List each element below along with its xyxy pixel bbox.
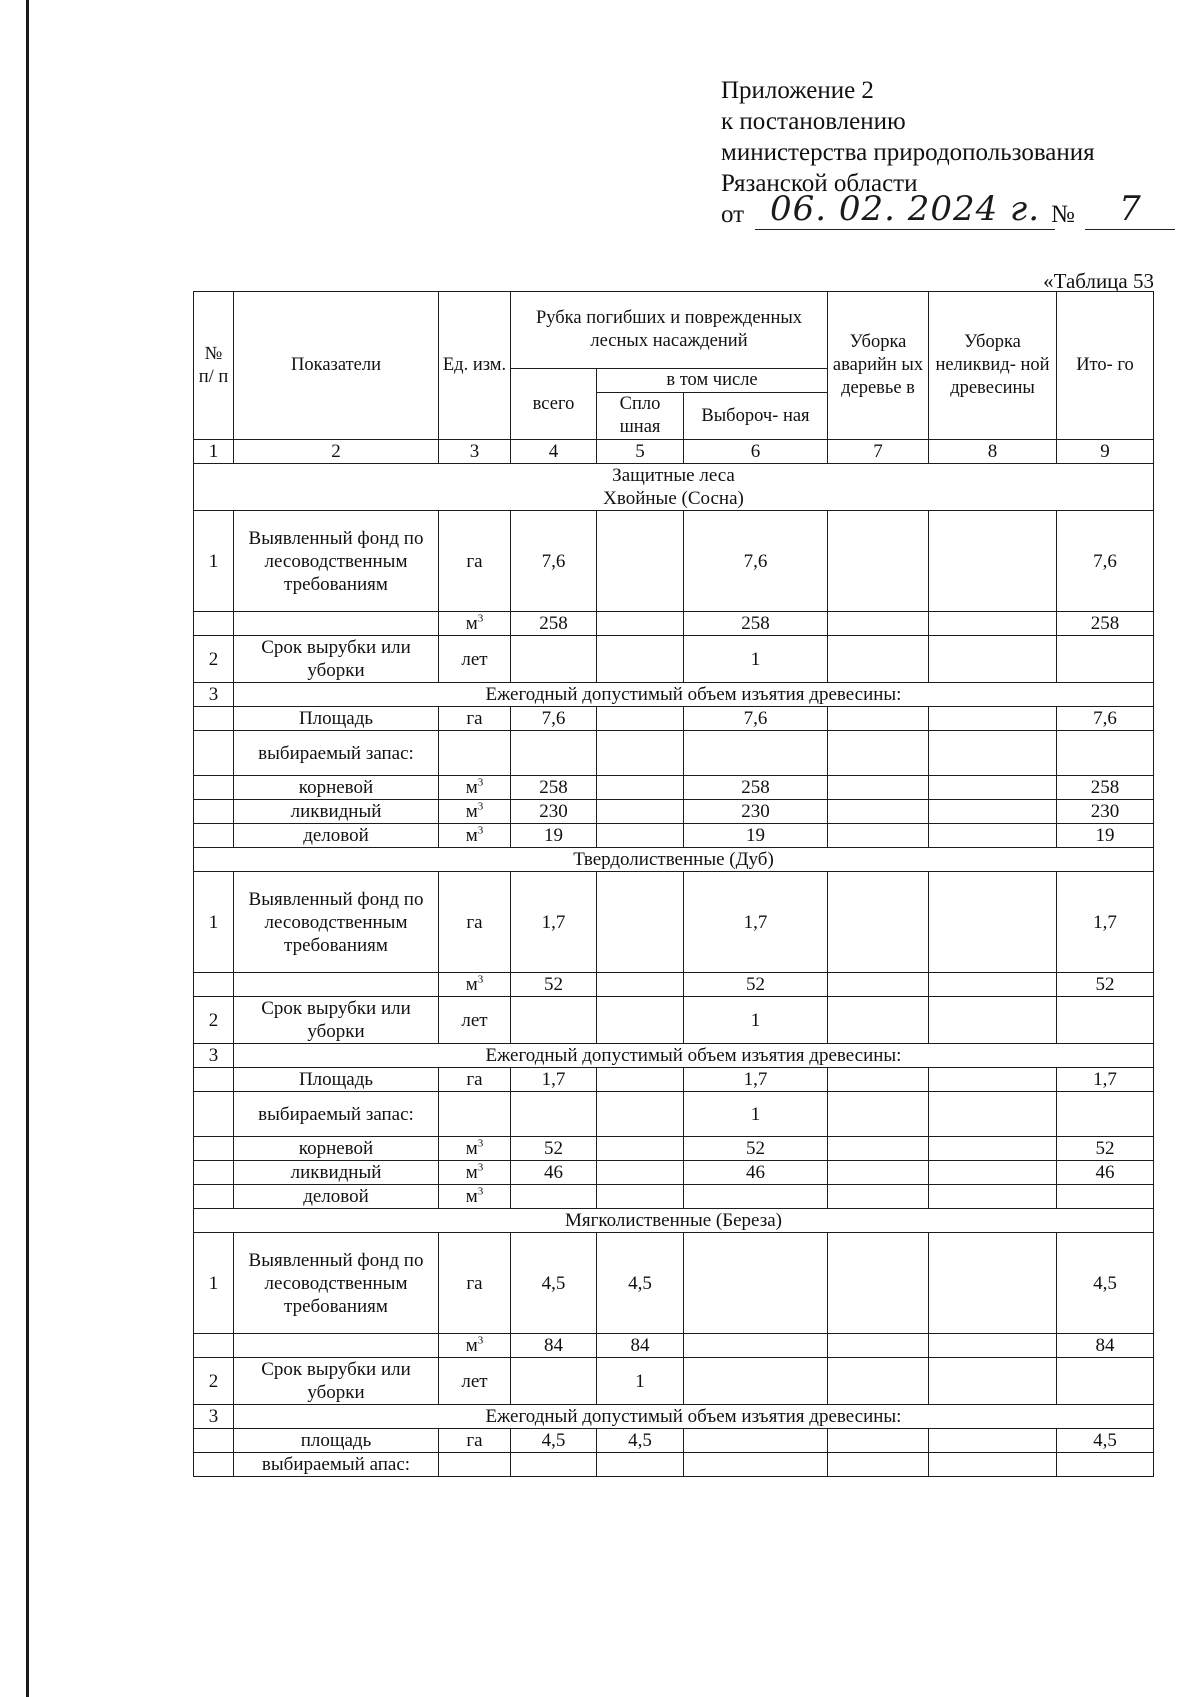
value-total [1057, 731, 1154, 776]
value-total: 1,7 [1057, 872, 1154, 973]
indicator-label: Выявленный фонд по лесоводственным требованиям [234, 511, 439, 612]
table-row [194, 776, 1154, 800]
table-row [194, 1161, 1154, 1185]
unit-m: м [465, 777, 478, 798]
table-row [194, 1185, 1154, 1209]
column-number: 4 [511, 440, 597, 464]
indicator-label: площадь [234, 1429, 439, 1453]
col-emergency-header: Уборка аварийн ых деревье в [828, 292, 929, 440]
value-total: 4,5 [1057, 1429, 1154, 1453]
value-illiquid [929, 800, 1057, 824]
value-total [1057, 1358, 1154, 1405]
value-all: 4,5 [511, 1429, 597, 1453]
species-group-title: Мягколиственные (Береза) [194, 1209, 1154, 1233]
value-selective: 1 [684, 997, 828, 1044]
value-total: 52 [1057, 973, 1154, 997]
value-clear [597, 1453, 684, 1477]
row-number: 1 [194, 1233, 234, 1334]
value-illiquid [929, 1334, 1057, 1358]
col-illiquid-header: Уборка неликвид- ной древесины [929, 292, 1057, 440]
row-number [194, 973, 234, 997]
value-clear [597, 776, 684, 800]
table-row [194, 997, 1154, 1044]
value-all: 84 [511, 1334, 597, 1358]
indicator-label [234, 1334, 439, 1358]
value-all: 46 [511, 1161, 597, 1185]
col-num-header: № п/ п [194, 292, 234, 440]
unit-sup: 3 [477, 612, 484, 625]
value-illiquid [929, 1429, 1057, 1453]
indicator-label: деловой [234, 824, 439, 848]
value-selective [684, 1358, 828, 1405]
unit-sup: 3 [477, 1161, 484, 1174]
order-date-line [721, 189, 1181, 237]
value-all: 19 [511, 824, 597, 848]
value-all: 7,6 [511, 707, 597, 731]
section-title [194, 464, 1154, 511]
value-clear [597, 1068, 684, 1092]
value-emergency [828, 1161, 929, 1185]
col-unit-header: Ед. изм. [439, 292, 511, 440]
value-selective [684, 1429, 828, 1453]
value-selective: 1,7 [684, 872, 828, 973]
from-prefix: от [721, 201, 745, 228]
unit-cell: лет [439, 1358, 511, 1405]
table-row [194, 1453, 1154, 1477]
value-illiquid [929, 973, 1057, 997]
value-emergency [828, 1068, 929, 1092]
value-illiquid [929, 997, 1057, 1044]
value-emergency [828, 973, 929, 997]
value-clear [597, 973, 684, 997]
value-emergency [828, 1137, 929, 1161]
column-number: 9 [1057, 440, 1154, 464]
unit-m: м [465, 801, 478, 822]
row-number [194, 776, 234, 800]
table-row [194, 1068, 1154, 1092]
value-total: 4,5 [1057, 1233, 1154, 1334]
row-number: 2 [194, 1358, 234, 1405]
value-clear [597, 707, 684, 731]
value-illiquid [929, 1358, 1057, 1405]
unit-cell [439, 973, 511, 997]
unit-cell [439, 1161, 511, 1185]
value-total: 230 [1057, 800, 1154, 824]
number-sign: № [1051, 201, 1075, 228]
value-clear: 4,5 [597, 1429, 684, 1453]
value-illiquid [929, 636, 1057, 683]
column-number: 8 [929, 440, 1057, 464]
value-total: 19 [1057, 824, 1154, 848]
value-total: 84 [1057, 1334, 1154, 1358]
value-total: 258 [1057, 612, 1154, 636]
value-emergency [828, 1092, 929, 1137]
value-all: 1,7 [511, 872, 597, 973]
indicator-label: Площадь [234, 1068, 439, 1092]
indicator-label: Срок вырубки или уборки [234, 1358, 439, 1405]
indicator-label: корневой [234, 1137, 439, 1161]
value-selective [684, 1453, 828, 1477]
value-clear [597, 636, 684, 683]
column-number: 7 [828, 440, 929, 464]
value-emergency [828, 612, 929, 636]
row-number [194, 1429, 234, 1453]
table-row [194, 1137, 1154, 1161]
unit-m: м [465, 974, 478, 995]
value-all: 258 [511, 612, 597, 636]
value-total [1057, 1092, 1154, 1137]
table-row [194, 973, 1154, 997]
value-total: 52 [1057, 1137, 1154, 1161]
value-all [511, 1092, 597, 1137]
value-clear [597, 997, 684, 1044]
forest-type-title: Защитные леса [612, 465, 735, 486]
indicator-label: корневой [234, 776, 439, 800]
species-group-title: Твердолиственные (Дуб) [194, 848, 1154, 872]
table-row [194, 707, 1154, 731]
annual-volume-label: Ежегодный допустимый объем изъятия древесины: [234, 683, 1154, 707]
indicator-label [234, 612, 439, 636]
row-number: 3 [194, 1044, 234, 1068]
table-row [194, 1334, 1154, 1358]
unit-cell [439, 1453, 511, 1477]
unit-sup: 3 [477, 1137, 484, 1150]
row-number [194, 612, 234, 636]
unit-cell [439, 1137, 511, 1161]
value-selective: 19 [684, 824, 828, 848]
value-emergency [828, 872, 929, 973]
value-total [1057, 1185, 1154, 1209]
value-illiquid [929, 824, 1057, 848]
unit-sup: 3 [477, 973, 484, 986]
table-caption: «Таблица 53 [1043, 269, 1154, 293]
value-selective: 1 [684, 636, 828, 683]
value-selective: 52 [684, 973, 828, 997]
value-illiquid [929, 1233, 1057, 1334]
row-number: 2 [194, 636, 234, 683]
value-all: 52 [511, 1137, 597, 1161]
value-total [1057, 1453, 1154, 1477]
value-all [511, 1185, 597, 1209]
value-illiquid [929, 776, 1057, 800]
value-total: 1,7 [1057, 1068, 1154, 1092]
appendix-line-2: к постановлению [721, 108, 906, 135]
value-clear: 84 [597, 1334, 684, 1358]
value-selective: 1,7 [684, 1068, 828, 1092]
indicator-label [234, 973, 439, 997]
row-number: 1 [194, 872, 234, 973]
unit-sup: 3 [477, 800, 484, 813]
unit-m: м [465, 825, 478, 846]
value-selective: 230 [684, 800, 828, 824]
value-illiquid [929, 1161, 1057, 1185]
col-clear-header: Спло шная [597, 393, 684, 440]
value-emergency [828, 824, 929, 848]
value-total: 46 [1057, 1161, 1154, 1185]
value-emergency [828, 511, 929, 612]
value-all [511, 1453, 597, 1477]
value-emergency [828, 1334, 929, 1358]
unit-cell: га [439, 1068, 511, 1092]
indicator-label: выбираемый запас: [234, 1092, 439, 1137]
table-row [194, 612, 1154, 636]
row-number [194, 707, 234, 731]
value-selective: 258 [684, 612, 828, 636]
unit-cell [439, 731, 511, 776]
value-illiquid [929, 872, 1057, 973]
column-number: 6 [684, 440, 828, 464]
unit-cell [439, 612, 511, 636]
row-number [194, 731, 234, 776]
unit-sup: 3 [477, 776, 484, 789]
table-row [194, 1405, 1154, 1429]
column-numbers-row [194, 440, 1154, 464]
value-emergency [828, 997, 929, 1044]
appendix-line-4: Рязанской области [721, 170, 918, 197]
row-number: 2 [194, 997, 234, 1044]
value-all [511, 731, 597, 776]
row-number [194, 1334, 234, 1358]
value-total [1057, 997, 1154, 1044]
value-emergency [828, 1185, 929, 1209]
value-all: 4,5 [511, 1233, 597, 1334]
value-all: 230 [511, 800, 597, 824]
value-clear [597, 800, 684, 824]
unit-cell [439, 824, 511, 848]
value-selective: 7,6 [684, 511, 828, 612]
value-illiquid [929, 731, 1057, 776]
table-row [194, 800, 1154, 824]
value-clear: 4,5 [597, 1233, 684, 1334]
appendix-title: Приложение 2 [721, 77, 874, 104]
table-row [194, 1429, 1154, 1453]
value-all [511, 636, 597, 683]
unit-cell [439, 776, 511, 800]
value-illiquid [929, 1137, 1057, 1161]
value-selective: 258 [684, 776, 828, 800]
value-clear [597, 872, 684, 973]
value-selective [684, 1334, 828, 1358]
unit-cell: га [439, 707, 511, 731]
value-clear: 1 [597, 1358, 684, 1405]
value-total: 258 [1057, 776, 1154, 800]
col-all-header: всего [511, 369, 597, 440]
indicator-label: выбираемый апас: [234, 1453, 439, 1477]
col-total-header: Ито- го [1057, 292, 1154, 440]
row-number [194, 800, 234, 824]
indicator-label: ликвидный [234, 1161, 439, 1185]
value-emergency [828, 1453, 929, 1477]
row-number: 1 [194, 511, 234, 612]
unit-cell: га [439, 511, 511, 612]
value-all: 258 [511, 776, 597, 800]
row-number [194, 1068, 234, 1092]
row-number [194, 1185, 234, 1209]
row-number: 3 [194, 683, 234, 707]
table-row [194, 1044, 1154, 1068]
value-illiquid [929, 612, 1057, 636]
unit-m: м [465, 1335, 478, 1356]
species-group-title: Хвойные (Сосна) [603, 488, 744, 509]
indicator-label: Выявленный фонд по лесоводственным требованиям [234, 872, 439, 973]
value-illiquid [929, 1453, 1057, 1477]
row-number: 3 [194, 1405, 234, 1429]
unit-cell: га [439, 1429, 511, 1453]
value-clear [597, 824, 684, 848]
unit-cell: лет [439, 636, 511, 683]
table-row [194, 683, 1154, 707]
value-emergency [828, 636, 929, 683]
section-row [194, 848, 1154, 872]
col-felling-group-header: Рубка погибших и поврежденных лесных насаждений [511, 292, 828, 369]
value-selective [684, 731, 828, 776]
col-selective-header: Выбороч- ная [684, 393, 828, 440]
indicator-label: Срок вырубки или уборки [234, 997, 439, 1044]
annual-volume-label: Ежегодный допустимый объем изъятия древесины: [234, 1405, 1154, 1429]
value-emergency [828, 707, 929, 731]
value-selective: 52 [684, 1137, 828, 1161]
row-number [194, 1092, 234, 1137]
value-all: 1,7 [511, 1068, 597, 1092]
indicator-label: Площадь [234, 707, 439, 731]
value-all [511, 997, 597, 1044]
unit-m: м [465, 613, 478, 634]
value-clear [597, 1092, 684, 1137]
header-row [194, 292, 1154, 369]
value-emergency [828, 1358, 929, 1405]
value-clear [597, 731, 684, 776]
value-total [1057, 636, 1154, 683]
unit-cell [439, 1185, 511, 1209]
indicator-label: Выявленный фонд по лесоводственным требованиям [234, 1233, 439, 1334]
value-total: 7,6 [1057, 707, 1154, 731]
value-illiquid [929, 1092, 1057, 1137]
value-all: 7,6 [511, 511, 597, 612]
table-row [194, 731, 1154, 776]
indicator-label: ликвидный [234, 800, 439, 824]
value-emergency [828, 800, 929, 824]
value-emergency [828, 1233, 929, 1334]
unit-m: м [465, 1186, 478, 1207]
unit-cell [439, 1334, 511, 1358]
value-total: 7,6 [1057, 511, 1154, 612]
unit-cell: га [439, 872, 511, 973]
forest-felling-table [193, 291, 1154, 1477]
unit-m: м [465, 1138, 478, 1159]
value-selective: 7,6 [684, 707, 828, 731]
unit-sup: 3 [477, 824, 484, 837]
indicator-label: деловой [234, 1185, 439, 1209]
value-all [511, 1358, 597, 1405]
value-clear [597, 511, 684, 612]
value-illiquid [929, 511, 1057, 612]
appendix-header [721, 75, 1181, 237]
value-clear [597, 1137, 684, 1161]
row-number [194, 1161, 234, 1185]
table-row [194, 1358, 1154, 1405]
unit-cell: га [439, 1233, 511, 1334]
scan-edge-line [26, 0, 29, 1697]
value-all: 52 [511, 973, 597, 997]
section-row [194, 464, 1154, 511]
value-clear [597, 612, 684, 636]
value-selective [684, 1233, 828, 1334]
value-illiquid [929, 707, 1057, 731]
column-number: 2 [234, 440, 439, 464]
value-illiquid [929, 1185, 1057, 1209]
value-selective [684, 1185, 828, 1209]
value-clear [597, 1161, 684, 1185]
unit-cell [439, 1092, 511, 1137]
value-emergency [828, 731, 929, 776]
value-clear [597, 1185, 684, 1209]
unit-cell: лет [439, 997, 511, 1044]
unit-sup: 3 [477, 1185, 484, 1198]
unit-m: м [465, 1162, 478, 1183]
table-row [194, 511, 1154, 612]
unit-cell [439, 800, 511, 824]
col-indicators-header: Показатели [234, 292, 439, 440]
table-row [194, 1092, 1154, 1137]
value-emergency [828, 1429, 929, 1453]
table-row [194, 872, 1154, 973]
annual-volume-label: Ежегодный допустимый объем изъятия древесины: [234, 1044, 1154, 1068]
table-row [194, 636, 1154, 683]
row-number [194, 824, 234, 848]
row-number [194, 1453, 234, 1477]
value-illiquid [929, 1068, 1057, 1092]
unit-sup: 3 [477, 1334, 484, 1347]
appendix-line-3: министерства природопользования [721, 139, 1095, 166]
column-number: 5 [597, 440, 684, 464]
column-number: 1 [194, 440, 234, 464]
indicator-label: Срок вырубки или уборки [234, 636, 439, 683]
value-selective: 1 [684, 1092, 828, 1137]
handwritten-date: 06. 02. 2024 г. [755, 189, 1055, 230]
column-number: 3 [439, 440, 511, 464]
table-row [194, 824, 1154, 848]
value-emergency [828, 776, 929, 800]
col-including-header: в том числе [597, 369, 828, 393]
section-row [194, 1209, 1154, 1233]
table-row [194, 1233, 1154, 1334]
value-selective: 46 [684, 1161, 828, 1185]
indicator-label: выбираемый запас: [234, 731, 439, 776]
handwritten-number: 7 [1085, 189, 1175, 230]
row-number [194, 1137, 234, 1161]
